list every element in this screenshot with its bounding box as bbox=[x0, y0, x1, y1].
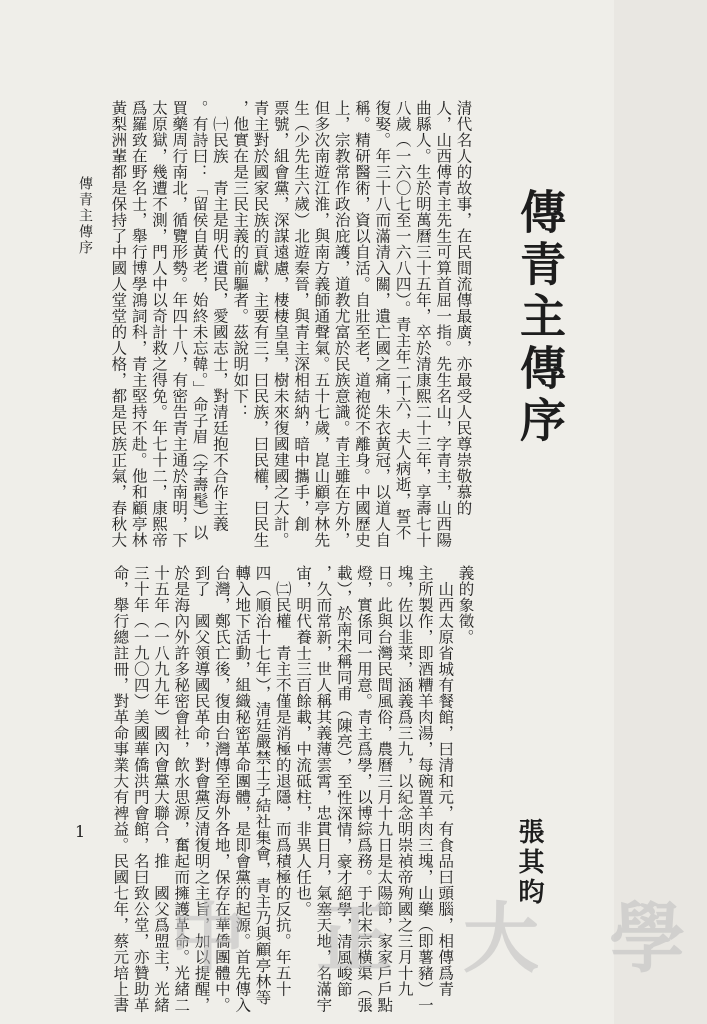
text-column: 爲羅致在野名士，舉行博學鴻詞科，青主堅持不赴。他和顧亭林 bbox=[129, 100, 148, 548]
text-column: 燈，實係同一用意。青主爲學，以博綜爲務。于北宋宗橫渠（張 bbox=[355, 565, 373, 1013]
text-column: 山西太原省城有餐館，曰清和元，有食品曰頭腦，相傳爲青 bbox=[436, 565, 455, 997]
text-column: 於是海內外許多秘密會社，飲水思源，奮起而擁護革命。光緒二 bbox=[172, 565, 191, 1013]
text-column: 清代名人的故事，在民間流傳最廣，亦最受人民尊崇敬慕的 bbox=[454, 100, 473, 516]
text-column: 台灣，鄭氏亡後，復由台灣傳至海外各地，保存在華僑團體中。 bbox=[212, 565, 231, 1013]
text-column: 義的象徵。 bbox=[456, 565, 475, 645]
text-column: 到了 國父領導國民革命，對會黨反清復明之主旨，加以提醒， bbox=[192, 565, 211, 1013]
text-column: 日。此與台灣民間風俗，農曆三月十九日是太陽節，家家戶戶點 bbox=[375, 565, 394, 1013]
text-column: 青主對於國家民族的貢獻，主要有三，曰民族，曰民權，曰民生 bbox=[251, 100, 270, 548]
page-number: 1 bbox=[75, 822, 86, 841]
text-column: 四（順治十七年），清廷嚴禁士子結社集會，青主乃與顧亭林等 bbox=[253, 565, 272, 1006]
text-column: 三十年（一九〇四）美國華僑洪門會館，名曰致公堂，亦贊助革 bbox=[131, 565, 150, 1013]
text-column: 塊，佐以韭菜，涵義爲三九，以紀念明崇禎帝殉國之三月十九 bbox=[395, 565, 414, 997]
text-column: 人，山西傅青主先生可算首屈一指。先生名山，字青主，山西陽 bbox=[434, 100, 453, 548]
text-column: 命，舉行總註冊，對革命事業大有裨益。民國七年，蔡元培上書 bbox=[111, 565, 130, 1013]
text-column: 稱。精研醫術，資以自活。自壯至老，道袍從不離身。中國歷史 bbox=[353, 100, 371, 548]
text-column: 。有詩曰：「留侯自黃老，始終未忘韓。」命子眉（字壽髦）以 bbox=[190, 100, 209, 541]
text-column: 太原獄，幾遭不測，門人中以奇計救之得免。年七十二，康熙帝 bbox=[150, 100, 168, 548]
text-column: ，他實在是三民主義的前驅者。茲說明如下： bbox=[231, 100, 250, 420]
text-column: 載），於南宋稱同甫（陳亮），至性深情，豪才絕學，清風峻節 bbox=[334, 565, 353, 998]
text-column: 上，宗教常作政治庇護，道教尤富於民族意識。青主雖在方外， bbox=[332, 100, 351, 548]
running-header: 傳青主傳序 bbox=[77, 176, 93, 256]
text-column: 買藥周行南北，循覽形勢。年四十八，有密告青主通於南明，下 bbox=[170, 100, 189, 548]
text-column: 黃梨洲輩都是保持了中國人堂堂的人格，都是民族正氣，春秋大 bbox=[109, 100, 128, 548]
text-column: 轉入地下活動，組織秘密革命團體，是即會黨的起源。首先傳入 bbox=[233, 565, 252, 1013]
watermark: 中 正 大 學 bbox=[170, 894, 707, 983]
text-column: 復娶。年三十八而滿清入關，遺亡國之痛，朱衣黃冠，以道人自 bbox=[373, 100, 392, 548]
text-column: 十五年（一八九九年）國內會黨大聯合，推 國父爲盟主，光緒 bbox=[152, 565, 170, 1013]
text-column: 票號，組會黨，深謀遠慮，棲棲皇皇，樹未來復國建國之大計。 bbox=[271, 100, 290, 548]
text-column: 曲縣人。生於明萬曆三十五年，卒於清康熙二十三年，享壽七十 bbox=[413, 100, 432, 548]
text-column: ㈡民權 青主不僅是消極的退隱，而爲積極的反抗。年五十 bbox=[273, 565, 292, 997]
article-title: 傳青主傳序 bbox=[513, 188, 567, 448]
text-column: 主所製作，即酒糟羊肉湯，每碗置羊肉三塊，山藥（即薯豬）一 bbox=[415, 565, 434, 1013]
text-column: ，久而常新，世人稱其義薄雲霄，忠貫日月，氣塞天地，名滿宇 bbox=[314, 565, 333, 1013]
text-column: 生（少先生六歲）北遊秦晉，與青主深相結納，暗中攜手，創 bbox=[292, 100, 311, 532]
article-author: 張其昀 bbox=[514, 818, 544, 908]
text-column: 但多次南遊江淮，與南方義師通聲氣。五十七歲，崑山顧亭林先 bbox=[312, 100, 331, 548]
text-column: ㈠民族 青主是明代遺民，愛國志士，對清廷抱不合作主義 bbox=[210, 100, 229, 532]
text-column: 八歲（一六〇七至一六八四）。青主年二十六，夫人病逝，誓不 bbox=[393, 100, 412, 541]
text-column: 宙，明代養士三百餘載，中流砥柱，非異人任也。 bbox=[294, 565, 313, 917]
